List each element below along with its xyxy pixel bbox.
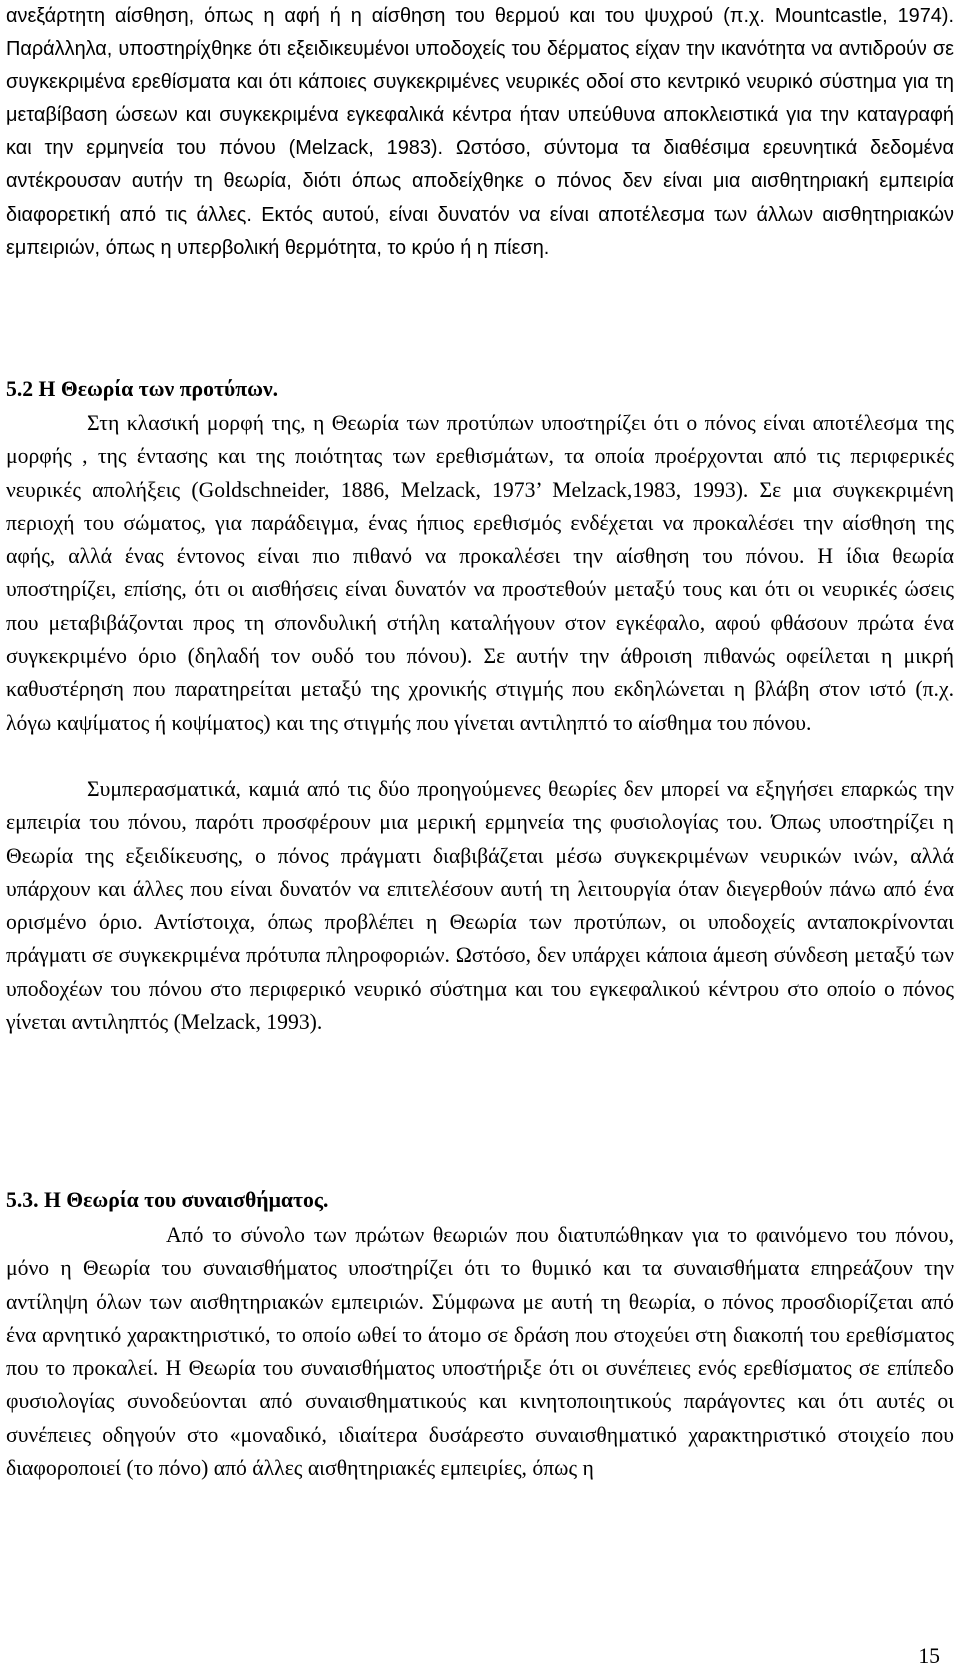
- section-5-2-body: [6, 407, 954, 1039]
- section-5-3-heading: 5.3. Η Θεωρία του συναισθήματος.: [6, 1188, 329, 1212]
- section-5-3-paragraph: Από το σύνολο των πρώτων θεωριών που διατυπώθηκαν για το φαινόμενο του πόνου, μόνο η Θεωρία του συναισθήματος υποστηρίζει ότι το θυμικό και τα συναισθήματα επηρεάζουν την αντίληψη όλων των αισθητηριακών εμπειριών. Σύμφωνα με αυτή τη θεωρία, ο πόνος προσδιορίζεται από ένα αρνητικό χαρακτηριστικό, το οποίο ωθεί το άτομο σε δράση που στοχεύει στη διακοπή του ερεθίσματος που το προκαλεί. Η Θεωρία του συναισθήματος υποστήριξε ότι οι συνέπειες ενός ερεθίσματος σε επίπεδο φυσιολογίας συνοδεύονται από συναισθηματικούς και κινητοποιητικούς παράγοντες και ότι αυτές οι συνέπειες οδηγούν στο «μοναδικό, ιδιαίτερα δυσάρεστο συναισθηματικό χαρακτηριστικό στοιχείο που διαφοροποιεί (το πόνο) από άλλες αισθητηριακές εμπειρίες, όπως η: [6, 1223, 954, 1481]
- section-5-2-heading: 5.2 Η Θεωρία των προτύπων.: [6, 377, 279, 401]
- intro-section: [6, 0, 954, 265]
- page-number: 15: [918, 1644, 940, 1668]
- section-5-3-body: [6, 1219, 954, 1485]
- intro-paragraph: ανεξάρτητη αίσθηση, όπως η αφή ή η αίσθηση του θερμού και του ψυχρού (π.χ. Mountcastle, 1974). Παράλληλα, υποστηρίχθηκε ότι εξειδικευμένοι υποδοχείς του δέρματος είχαν την ικανότητα να αντιδρούν σε συγκεκριμένα ερεθίσματα και ότι κάποιες συγκεκριμένες νευρικές οδοί στο κεντρικό νευρικό σύστημα για τη μεταβίβαση ώσεων και συγκεκριμένα εγκεφαλικά κέντρα ήταν υπεύθυνα αποκλειστικά για την καταγραφή και την ερμηνεία του πόνου (Melzack, 1983). Ωστόσο, σύντομα τα διαθέσιμα ερευνητικά δεδομένα αντέκρουσαν αυτήν τη θεωρία, διότι όπως αποδείχθηκε ο πόνος δεν είναι μια αισθητηριακή εμπειρία διαφορετική από τις άλλες. Εκτός αυτού, είναι δυνατόν να είναι αποτέλεσμα των άλλων αισθητηριακών εμπειριών, όπως η υπερβολική θερμότητα, το κρύο ή η πίεση.: [6, 5, 954, 259]
- section-5-2-paragraph-2: Συμπερασματικά, καμιά από τις δύο προηγούμενες θεωρίες δεν μπορεί να εξηγήσει επαρκώς την εμπειρία του πόνου, παρότι προσφέρουν μια μερική ερμηνεία της φυσιολογίας του. Όπως υποστηρίζει η Θεωρία της εξειδίκευσης, ο πόνος πράγματι διαβιβάζεται μέσω συγκεκριμένων νευρικών ινών, αλλά υπάρχουν και άλλες που είναι δυνατόν να επιτελέσουν αυτή τη λειτουργία όταν διεγερθούν πάνω από ένα ορισμένο όριο. Αντίστοιχα, όπως προβλέπει η Θεωρία των προτύπων, οι υποδοχείς ανταποκρίνονται πράγματι σε συγκεκριμένα πρότυπα πληροφοριών. Ωστόσο, δεν υπάρχει κάποια άμεση σύνδεση μεταξύ των υποδοχέων του πόνου στο περιφερικό νευρικό σύστημα και του εγκεφαλικού κέντρου στο οποίο ο πόνος γίνεται αντιληπτός (Melzack, 1993).: [6, 776, 954, 1035]
- section-5-2-paragraph-1: Στη κλασική μορφή της, η Θεωρία των προτύπων υποστηρίζει ότι ο πόνος είναι αποτέλεσμα της μορφής , της έντασης και της ποιότητας των ερεθισμάτων, τα οποία προέρχονται από τις περιφερικές νευρικές απολήξεις (Goldschneider, 1886, Melzack, 1973’ Melzack,1983, 1993). Σε μια συγκεκριμένη περιοχή του σώματος, για παράδειγμα, ένας ήπιος ερεθισμός ενδέχεται να προκαλέσει την αίσθηση της αφής, αλλά ένας έντονος είναι πιο πιθανό να προκαλέσει την αίσθηση του πόνου. Η ίδια θεωρία υποστηρίζει, επίσης, ότι οι αισθήσεις είναι δυνατόν να προστεθούν μεταξύ τους και ότι οι νευρικές ώσεις που μεταβιβάζονται προς τη σπονδυλική στήλη καταλήγουν στον εγκέφαλο, αφού φθάσουν πρώτα ένα συγκεκριμένο όριο (δηλαδή τον ουδό του πόνου). Σε αυτήν την άθροιση πιθανώς οφείλεται η μικρή καθυστέρηση που παρατηρείται μεταξύ της χρονικής στιγμής που εκδηλώνεται η βλάβη στον ιστό (π.χ. λόγω καψίματος ή κοψίματος) και της στιγμής που γίνεται αντιληπτό το αίσθημα του πόνου.: [6, 411, 954, 735]
